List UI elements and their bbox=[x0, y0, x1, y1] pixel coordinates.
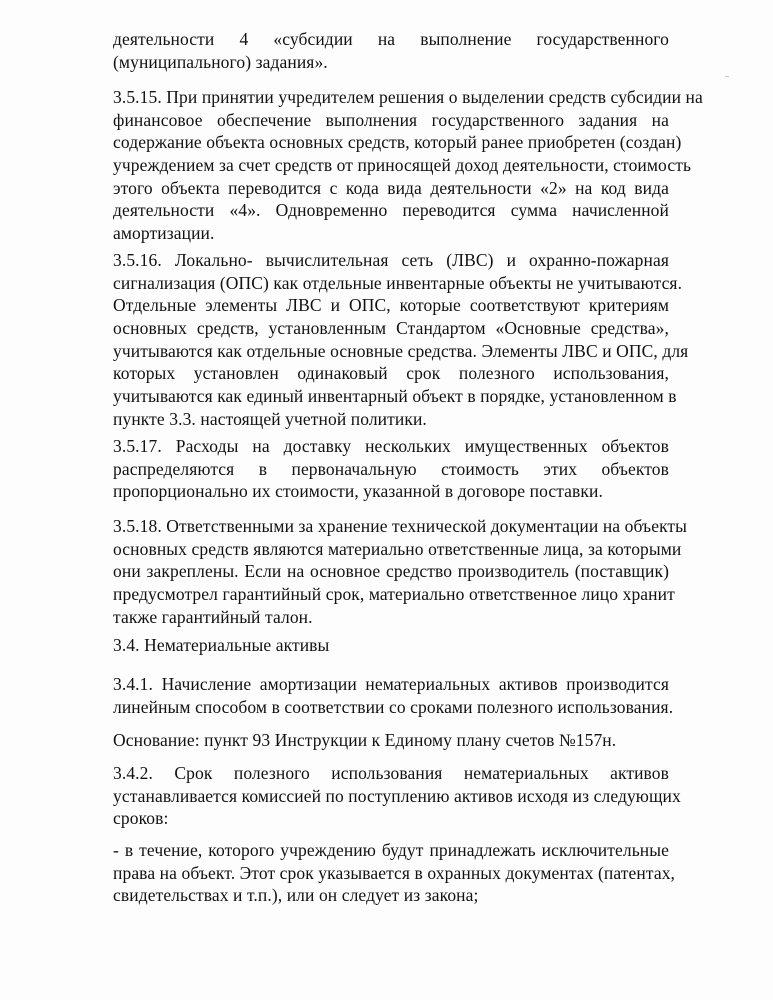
paragraph bbox=[113, 762, 681, 830]
scan-mark bbox=[725, 76, 729, 77]
paragraph bbox=[113, 729, 669, 752]
text-line: пункте 3.3. настоящей учетной политики. bbox=[113, 408, 427, 429]
text-line: (муниципального) задания». bbox=[113, 51, 328, 72]
text-line: учитываются как единый инвентарный объект в порядке, установленном в bbox=[113, 386, 677, 407]
paragraph bbox=[113, 634, 669, 657]
text-line: пропорционально их стоимости, указанной в договоре поставки. bbox=[113, 481, 603, 502]
paragraph bbox=[113, 28, 669, 73]
text-line: предусмотрел гарантийный срок, материально ответственное лицо хранит bbox=[113, 584, 675, 605]
text-line: амортизации. bbox=[113, 223, 215, 244]
text-line: 3.4. Нематериальные активы bbox=[113, 635, 330, 655]
paragraph bbox=[113, 673, 674, 718]
text-line: этого объекта переводится с кода вида деятельности «2» на код вида bbox=[113, 177, 669, 198]
text-line: деятельности 4 «субсидии на выполнение государственного bbox=[113, 29, 669, 49]
text-line: распределяются в первоначальную стоимость этих объектов bbox=[113, 458, 669, 479]
text-line: которых установлен одинаковый срок полезного использования, bbox=[113, 363, 669, 384]
text-line: сигнализация (ОПС) как отдельные инвентарные объекты не учитываются. bbox=[113, 272, 683, 293]
paragraph bbox=[113, 435, 669, 503]
text-line: 3.5.16. Локально- вычислительная сеть (ЛВС) и охранно-пожарная bbox=[113, 250, 669, 270]
text-line: - в течение, которого учреждению будут принадлежать исключительные bbox=[113, 840, 669, 860]
text-line: основных средств, установленным Стандартом «Основные средства», bbox=[113, 318, 669, 339]
text-line: основных средств являются материально ответственные лица, за которыми bbox=[113, 538, 682, 559]
text-line: 3.4.1. Начисление амортизации нематериальных активов производится bbox=[113, 674, 669, 694]
text-line: они закреплены. Если на основное средство производитель (поставщик) bbox=[113, 561, 669, 582]
text-line: 3.5.18. Ответственными за хранение технической документации на объекты bbox=[113, 516, 688, 536]
text-line: Основание: пункт 93 Инструкции к Единому плану счетов №157н. bbox=[113, 730, 617, 750]
text-line: 3.5.15. При принятии учредителем решения о выделении средств субсидии на bbox=[113, 87, 703, 107]
paragraph bbox=[113, 839, 676, 907]
text-line: сроков: bbox=[113, 808, 169, 829]
text-line: также гарантийный талон. bbox=[113, 606, 313, 627]
text-line: содержание объекта основных средств, который ранее приобретен (создан) bbox=[113, 132, 682, 153]
paragraph bbox=[113, 515, 688, 628]
text-line: учреждением за счет средств от приносящей доход деятельности, стоимость bbox=[113, 155, 692, 176]
paragraph bbox=[113, 249, 689, 431]
text-line: свидетельствах и т.п.), или он следует из закона; bbox=[113, 885, 479, 906]
text-line: 3.5.17. Расходы на доставку нескольких имущественных объектов bbox=[113, 436, 669, 456]
text-line: линейным способом в соответствии со сроками полезного использования. bbox=[113, 696, 674, 717]
text-line: учитываются как отдельные основные средства. Элементы ЛВС и ОПС, для bbox=[113, 340, 689, 361]
text-line: права на объект. Этот срок указывается в охранных документах (патентах, bbox=[113, 862, 676, 883]
text-line: 3.4.2. Срок полезного использования нематериальных активов bbox=[113, 763, 669, 783]
text-line: Отдельные элементы ЛВС и ОПС, которые соответствуют критериям bbox=[113, 295, 669, 316]
text-line: деятельности «4». Одновременно переводится сумма начисленной bbox=[113, 200, 669, 221]
text-line: устанавливается комиссией по поступлению активов исходя из следующих bbox=[113, 785, 681, 806]
text-line: финансовое обеспечение выполнения государственного задания на bbox=[113, 109, 669, 130]
paragraph bbox=[113, 86, 703, 245]
